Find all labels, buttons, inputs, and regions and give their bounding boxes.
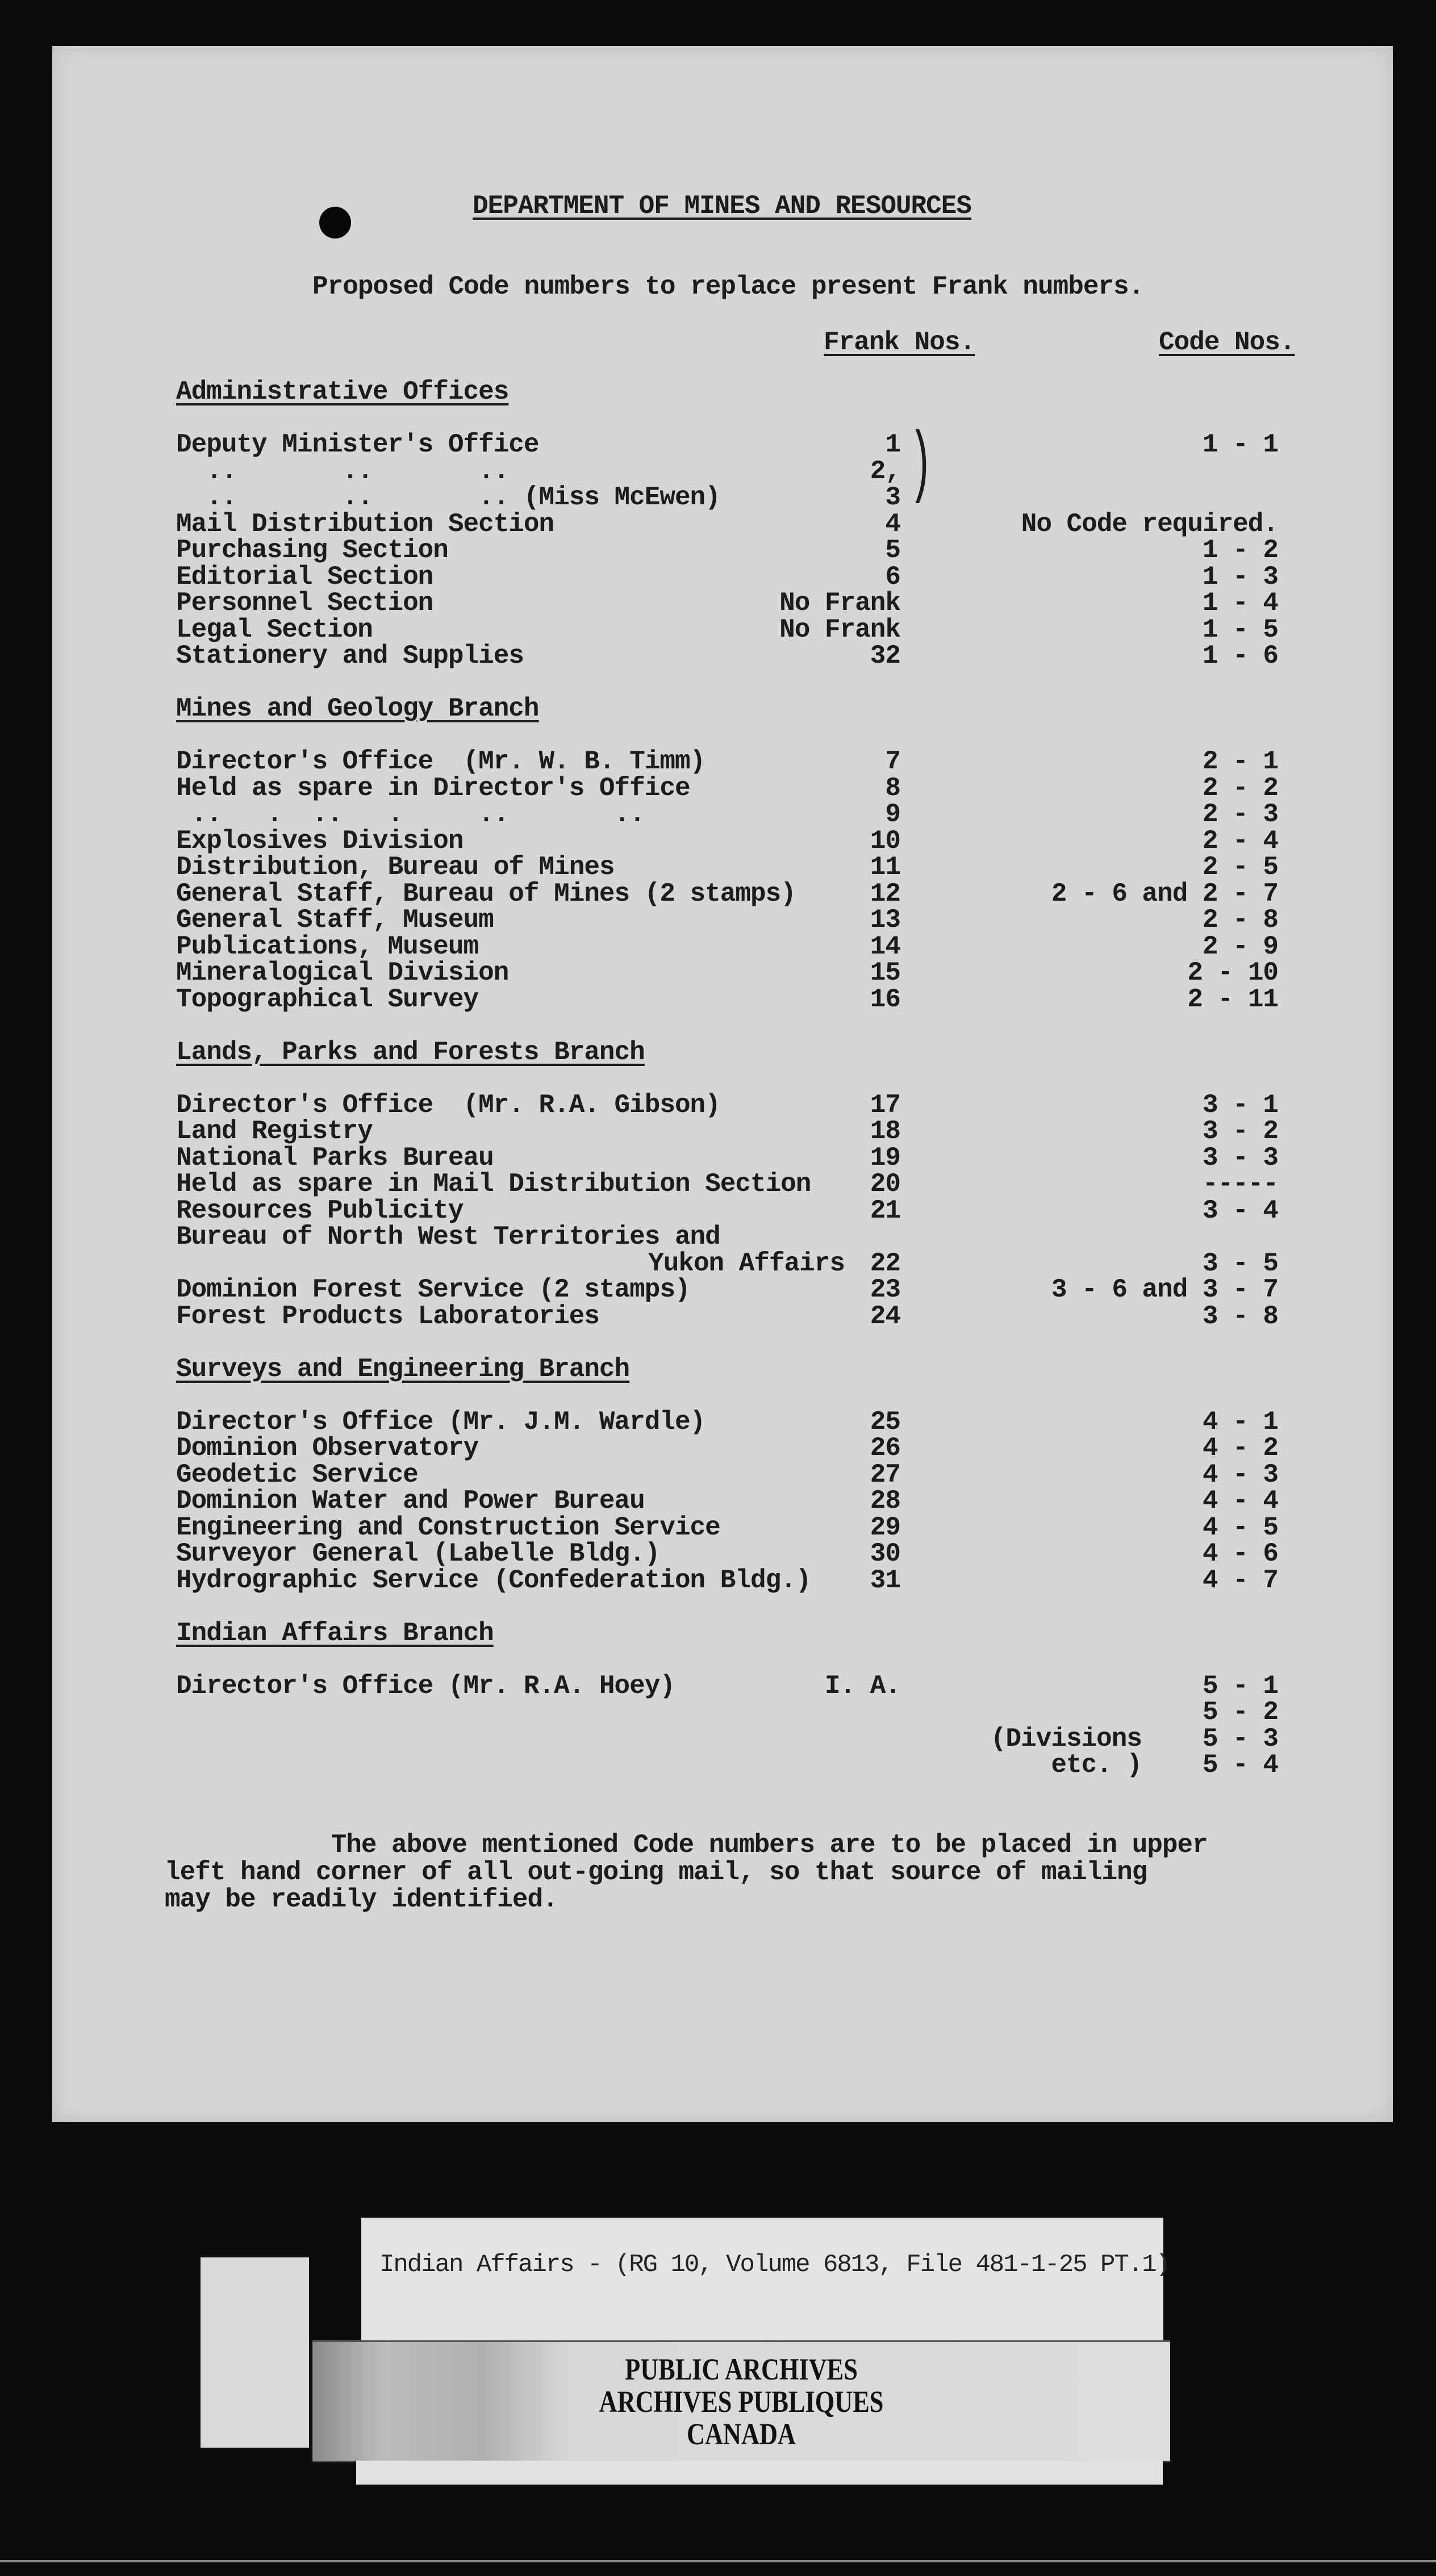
office-name: Resources Publicity [176,1195,464,1226]
office-name: Land Registry [176,1116,373,1146]
frank-number: 25 [870,1407,900,1437]
code-number: 5 - 4 [1202,1750,1278,1780]
office-name: .. . .. . .. .. [176,800,645,829]
frank-number: 21 [870,1195,900,1226]
office-name: Dominion Water and Power Bureau [176,1486,645,1516]
stamp-line: PUBLIC ARCHIVES [625,2352,858,2386]
frank-number: 29 [870,1512,900,1542]
frank-number: 4 [885,509,900,539]
table-row [170,905,1306,935]
code-number: 1 - 6 [1202,641,1278,671]
office-name: Yukon Affairs [648,1248,845,1278]
code-number: ----- [1202,1169,1278,1199]
section-heading-text: Surveys and Engineering Branch [176,1354,630,1384]
spacer [170,1645,1306,1671]
office-name: Publications, Museum [176,931,479,961]
table-row [170,1460,1306,1490]
section-heading [170,377,1306,407]
frank-number: I. A. [824,1671,900,1701]
frank-number: 2, [870,456,900,486]
code-number: 5 - 1 [1202,1671,1278,1701]
table-row [170,562,1306,592]
column-header-frank: Frank Nos. [824,328,975,357]
office-name: Deputy Minister's Office [176,430,539,459]
frank-number: No Frank [779,614,900,645]
code-number: 3 - 5 [1202,1248,1278,1278]
punch-hole [319,207,351,239]
archive-reference: Indian Affairs - (RG 10, Volume 6813, File 481-1-25 PT.1) [379,2251,1170,2279]
table-row [170,826,1306,856]
frank-number: 1 [885,430,900,459]
table-row [170,747,1306,776]
document-title: DEPARTMENT OF MINES AND RESOURCES [473,191,971,221]
office-name: Held as spare in Mail Distribution Section [176,1169,811,1199]
frank-number: 27 [870,1460,900,1490]
table-row [170,1724,1306,1754]
frank-number: 15 [870,958,900,988]
table-row [170,641,1306,671]
frank-number: 12 [870,879,900,909]
office-name: Mineralogical Division [176,958,509,988]
office-name: .. .. .. [176,456,509,486]
table-row [170,1275,1306,1302]
office-name: Held as spare in Director's Office [176,773,690,803]
code-number: 2 - 5 [1202,852,1278,882]
code-number: 3 - 1 [1202,1090,1278,1120]
office-name: General Staff, Bureau of Mines (2 stamps) [176,879,796,909]
table-row [170,1301,1306,1331]
table-row [170,1407,1306,1437]
office-name: Purchasing Section [176,536,448,565]
office-name: General Staff, Museum [176,905,494,935]
spacer [170,1381,1306,1407]
table-row [170,614,1306,645]
spacer [170,668,1306,695]
code-number: 3 - 6 and 3 - 7 [1051,1275,1278,1304]
code-number: 2 - 6 and 2 - 7 [1051,879,1278,909]
section-heading [170,1354,1306,1384]
table-row [170,456,1306,486]
frank-number: 32 [870,641,900,671]
office-name: Legal Section [176,614,373,645]
office-name: National Parks Bureau [176,1143,494,1173]
code-number: 4 - 3 [1202,1460,1278,1490]
table-row [170,1750,1306,1780]
code-number: 4 - 4 [1202,1486,1278,1516]
section-heading-text: Lands, Parks and Forests Branch [176,1037,645,1067]
frank-number: 20 [870,1169,900,1199]
frank-number: 28 [870,1486,900,1516]
section-heading [170,1037,1306,1067]
code-number: 4 - 2 [1202,1433,1278,1463]
spacer [170,1011,1306,1038]
office-name: Dominion Forest Service (2 stamps) [176,1275,690,1304]
code-number: 3 - 2 [1202,1116,1278,1146]
code-number: 2 - 3 [1202,800,1278,829]
code-number: 1 - 5 [1202,614,1278,645]
code-number: 1 - 2 [1202,536,1278,565]
office-name: Mail Distribution Section [176,509,554,539]
stamp-line: ARCHIVES PUBLIQUES [599,2385,884,2419]
table-row [170,1513,1306,1540]
office-name: Distribution, Bureau of Mines [176,852,615,882]
code-number: 3 - 4 [1202,1195,1278,1226]
code-number: 2 - 1 [1202,747,1278,776]
code-number: 2 - 9 [1202,931,1278,961]
archives-stamp [312,2340,1170,2462]
column-header-code: Code Nos. [1159,328,1295,357]
spacer [170,1592,1306,1619]
table-row [170,984,1306,1014]
office-name: .. .. .. (Miss McEwen) [176,483,720,512]
code-number: 5 - 3 [1202,1724,1278,1754]
row-note: etc. ) [1051,1750,1142,1780]
code-number: 1 - 1 [1202,430,1278,459]
table-row [170,800,1306,829]
frank-number: No Frank [779,588,900,618]
table-row [170,1249,1306,1276]
section-heading [170,1618,1306,1648]
table-row [170,1433,1306,1463]
frank-number: 7 [885,747,900,776]
frank-number: 3 [885,483,900,512]
section-heading-text: Indian Affairs Branch [176,1618,494,1648]
table-row [170,1539,1306,1569]
frank-number: 23 [870,1275,900,1304]
code-number: 4 - 6 [1202,1539,1278,1569]
section-heading [170,694,1306,724]
section-heading-text: Mines and Geology Branch [176,694,539,724]
code-number: 4 - 1 [1202,1407,1278,1437]
table-row [170,773,1306,803]
table-row [170,509,1306,539]
table-row [170,958,1306,988]
office-name: Director's Office (Mr. J.M. Wardle) [176,1407,706,1437]
table-row [170,879,1306,909]
table-row [170,932,1306,959]
office-name: Editorial Section [176,562,433,592]
code-number: 1 - 4 [1202,588,1278,618]
code-number: 4 - 5 [1202,1512,1278,1542]
code-number: 2 - 4 [1202,826,1278,856]
stamp-line: CANADA [687,2417,796,2451]
office-name: Engineering and Construction Service [176,1512,720,1542]
table-row [170,1565,1306,1595]
frank-number: 11 [870,852,900,882]
frank-number: 14 [870,931,900,961]
frank-number: 24 [870,1301,900,1331]
spacer [170,1328,1306,1354]
frank-number: 16 [870,984,900,1014]
code-number: 2 - 11 [1187,984,1278,1014]
office-name: Surveyor General (Labelle Bldg.) [176,1539,660,1569]
office-name: Personnel Section [176,588,433,618]
spacer [170,404,1306,430]
office-name: Director's Office (Mr. R.A. Gibson) [176,1090,720,1120]
table-row [170,1090,1306,1120]
code-number: 3 - 8 [1202,1301,1278,1331]
section-heading-text: Administrative Offices [176,377,509,407]
row-note: (Divisions [990,1724,1142,1754]
table-row [170,1486,1306,1516]
office-name: Dominion Observatory [176,1433,479,1463]
code-table [170,377,1306,1780]
frank-number: 5 [885,536,900,565]
archive-reference-card [361,2218,1170,2340]
document-subtitle: Proposed Code numbers to replace present Frank numbers. [312,272,1144,302]
frank-number: 13 [870,905,900,935]
frank-number: 10 [870,826,900,856]
frank-number: 31 [870,1565,900,1595]
table-row [170,1222,1306,1252]
frank-number: 22 [870,1248,900,1278]
office-name: Stationery and Supplies [176,641,524,671]
closing-paragraph: The above mentioned Code numbers are to be placed in upper left hand corner of all out-going mail, so that source of mailing may be readily identified. [165,1830,1208,1914]
office-name: Topographical Survey [176,984,479,1014]
office-name: Hydrographic Service (Confederation Bldg.) [176,1565,811,1595]
archive-paper-fragment [201,2257,309,2448]
table-row [170,588,1306,618]
frank-number: 26 [870,1433,900,1463]
table-row [170,1195,1306,1226]
table-row [170,1116,1306,1146]
table-row [170,1671,1306,1701]
code-number: 1 - 3 [1202,562,1278,592]
frank-number: 19 [870,1143,900,1173]
table-row [170,1143,1306,1173]
table-row [170,852,1306,882]
table-row [170,536,1306,565]
office-name: Director's Office (Mr. W. B. Timm) [176,747,706,776]
office-name: Geodetic Service [176,1460,418,1490]
code-number: 4 - 7 [1202,1565,1278,1595]
archive-paper-strip [356,2461,1163,2485]
code-number: 3 - 3 [1202,1143,1278,1173]
table-row [170,1169,1306,1199]
table-row [170,483,1306,512]
film-edge-line [0,2560,1436,2562]
code-number: 2 - 8 [1202,905,1278,935]
spacer [170,1064,1306,1090]
code-number: 2 - 10 [1187,958,1278,988]
office-name: Explosives Division [176,826,464,856]
bracket-mark: ) [909,421,933,511]
spacer [170,721,1306,747]
code-number: 2 - 2 [1202,773,1278,803]
code-number: 5 - 2 [1202,1697,1278,1727]
office-name: Forest Products Laboratories [176,1301,599,1331]
office-name: Director's Office (Mr. R.A. Hoey) [176,1671,675,1701]
frank-number: 6 [885,562,900,592]
frank-number: 17 [870,1090,900,1120]
code-number: No Code required. [1021,509,1278,539]
frank-number: 18 [870,1116,900,1146]
table-row [170,1697,1306,1727]
office-name: Bureau of North West Territories and [176,1222,720,1252]
frank-number: 30 [870,1539,900,1569]
frank-number: 9 [885,800,900,829]
frank-number: 8 [885,773,900,803]
